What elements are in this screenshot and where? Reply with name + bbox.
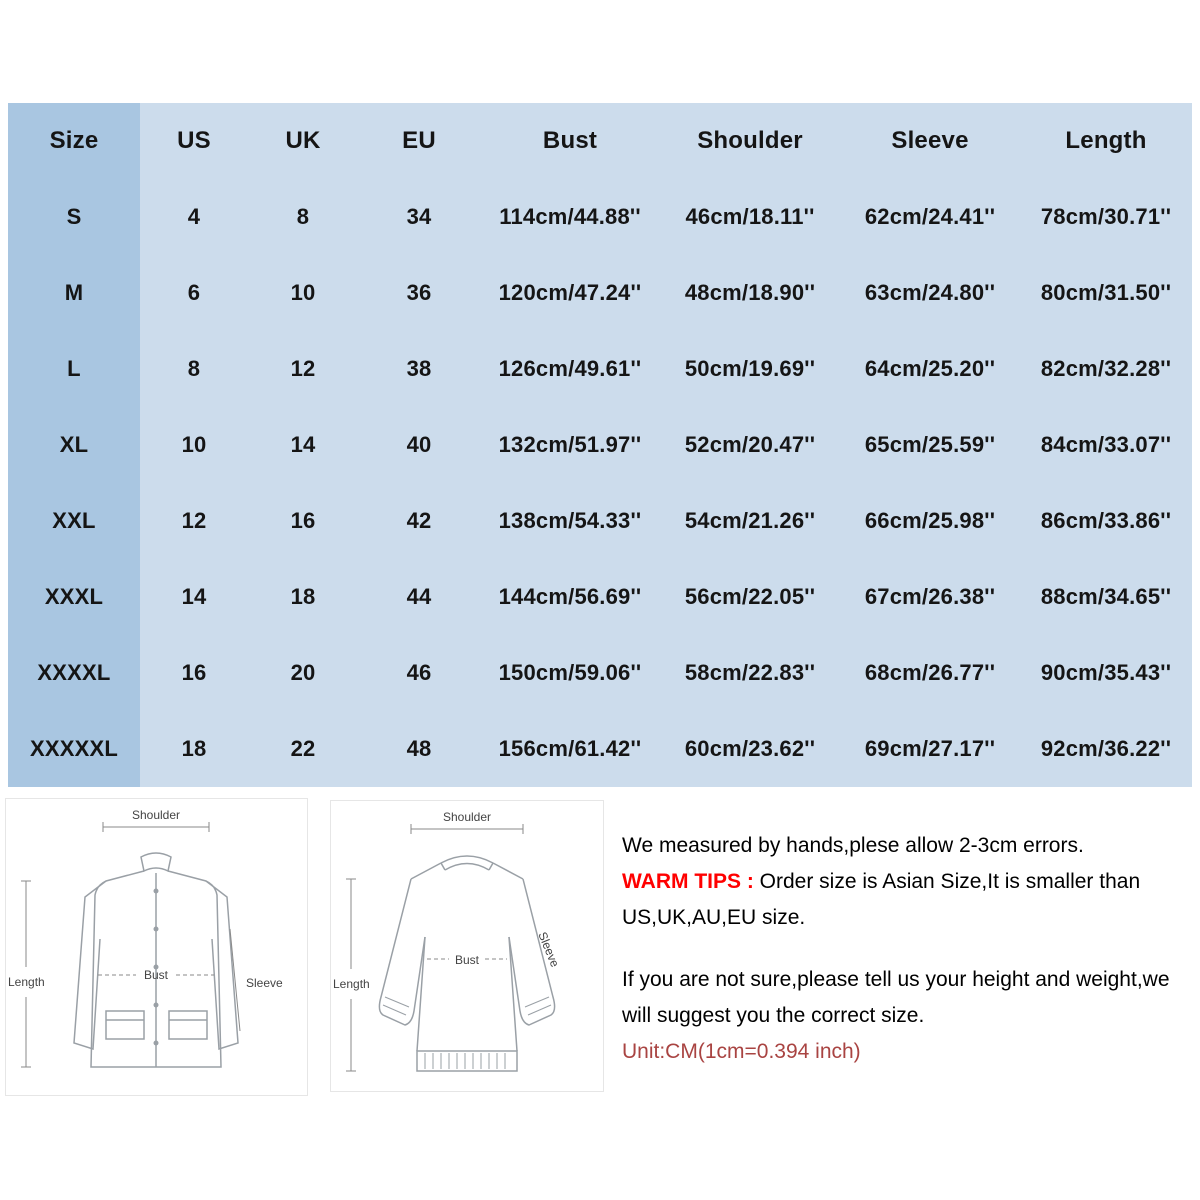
value-cell: 12 (140, 483, 248, 559)
value-cell: 48cm/18.90'' (660, 255, 840, 331)
jacket-measurement-diagram (5, 798, 308, 1096)
jacket-sleeve-label: Sleeve (246, 976, 283, 990)
value-cell: 67cm/26.38'' (840, 559, 1020, 635)
jacket-bust-label: Bust (143, 968, 169, 982)
value-cell: 18 (140, 711, 248, 787)
note-measured-by-hands (622, 828, 1200, 864)
jacket-shoulder-label: Shoulder (131, 808, 181, 822)
jacket-outline (74, 853, 238, 1067)
size-label-cell: XXXL (8, 559, 140, 635)
value-cell: 144cm/56.69'' (480, 559, 660, 635)
header-cell-shoulder: Shoulder (660, 103, 840, 179)
size-label-cell: XL (8, 407, 140, 483)
value-cell: 14 (140, 559, 248, 635)
value-cell: 10 (248, 255, 358, 331)
header-cell-size: Size (8, 103, 140, 179)
value-cell: 22 (248, 711, 358, 787)
jacket-diagram-svg (6, 799, 307, 1095)
header-cell-us: US (140, 103, 248, 179)
value-cell: 46cm/18.11'' (660, 179, 840, 255)
value-cell: 16 (248, 483, 358, 559)
value-cell: 138cm/54.33'' (480, 483, 660, 559)
value-cell: 58cm/22.83'' (660, 635, 840, 711)
size-label-cell: S (8, 179, 140, 255)
value-cell: 126cm/49.61'' (480, 331, 660, 407)
value-cell: 132cm/51.97'' (480, 407, 660, 483)
header-cell-eu: EU (358, 103, 480, 179)
note-warm-tips (622, 864, 1200, 936)
header-cell-sleeve: Sleeve (840, 103, 1020, 179)
value-cell: 18 (248, 559, 358, 635)
size-label-cell: XXXXXL (8, 711, 140, 787)
value-cell: 68cm/26.77'' (840, 635, 1020, 711)
sweater-measurement-diagram (330, 800, 604, 1092)
value-cell: 12 (248, 331, 358, 407)
warm-tips-label: WARM TIPS : (622, 870, 754, 893)
size-table (8, 103, 1192, 787)
value-cell: 120cm/47.24'' (480, 255, 660, 331)
value-cell: 92cm/36.22'' (1020, 711, 1192, 787)
value-cell: 150cm/59.06'' (480, 635, 660, 711)
value-cell: 40 (358, 407, 480, 483)
value-cell: 50cm/19.69'' (660, 331, 840, 407)
size-label-cell: XXL (8, 483, 140, 559)
value-cell: 10 (140, 407, 248, 483)
value-cell: 46 (358, 635, 480, 711)
note-measured-text: We measured by hands,plese allow 2-3cm errors. (622, 834, 1084, 857)
value-cell: 16 (140, 635, 248, 711)
value-cell: 36 (358, 255, 480, 331)
value-cell: 54cm/21.26'' (660, 483, 840, 559)
value-cell: 8 (248, 179, 358, 255)
value-cell: 62cm/24.41'' (840, 179, 1020, 255)
value-cell: 8 (140, 331, 248, 407)
header-cell-uk: UK (248, 103, 358, 179)
value-cell: 6 (140, 255, 248, 331)
note-unit: Unit:CM(1cm=0.394 inch) (622, 1040, 861, 1063)
value-cell: 86cm/33.86'' (1020, 483, 1192, 559)
value-cell: 60cm/23.62'' (660, 711, 840, 787)
value-cell: 52cm/20.47'' (660, 407, 840, 483)
size-label-cell: XXXXL (8, 635, 140, 711)
value-cell: 82cm/32.28'' (1020, 331, 1192, 407)
value-cell: 80cm/31.50'' (1020, 255, 1192, 331)
sweater-dimension-lines (346, 824, 523, 1071)
value-cell: 63cm/24.80'' (840, 255, 1020, 331)
value-cell: 56cm/22.05'' (660, 559, 840, 635)
value-cell: 64cm/25.20'' (840, 331, 1020, 407)
sweater-bust-label: Bust (454, 953, 480, 967)
value-cell: 44 (358, 559, 480, 635)
size-label-cell: M (8, 255, 140, 331)
value-cell: 34 (358, 179, 480, 255)
value-cell: 69cm/27.17'' (840, 711, 1020, 787)
value-cell: 84cm/33.07'' (1020, 407, 1192, 483)
value-cell: 78cm/30.71'' (1020, 179, 1192, 255)
value-cell: 42 (358, 483, 480, 559)
warm-tips-text: Order size is Asian Size,It is smaller than US,UK,AU,EU size. (622, 870, 1141, 929)
header-cell-length: Length (1020, 103, 1192, 179)
sweater-diagram-svg (331, 801, 603, 1091)
notes-block (622, 828, 1200, 1070)
header-cell-bust: Bust (480, 103, 660, 179)
value-cell: 88cm/34.65'' (1020, 559, 1192, 635)
sweater-length-label: Length (333, 977, 370, 991)
value-cell: 65cm/25.59'' (840, 407, 1020, 483)
sweater-sleeve-label: Sleeve (535, 929, 563, 970)
note-sizing-help: If you are not sure,please tell us your height and weight,we will suggest you the correct size. (622, 968, 1170, 1027)
value-cell: 38 (358, 331, 480, 407)
value-cell: 156cm/61.42'' (480, 711, 660, 787)
size-label-cell: L (8, 331, 140, 407)
value-cell: 4 (140, 179, 248, 255)
jacket-length-label: Length (8, 975, 45, 989)
value-cell: 20 (248, 635, 358, 711)
value-cell: 14 (248, 407, 358, 483)
value-cell: 48 (358, 711, 480, 787)
value-cell: 90cm/35.43'' (1020, 635, 1192, 711)
sweater-shoulder-label: Shoulder (442, 810, 492, 824)
value-cell: 66cm/25.98'' (840, 483, 1020, 559)
value-cell: 114cm/44.88'' (480, 179, 660, 255)
